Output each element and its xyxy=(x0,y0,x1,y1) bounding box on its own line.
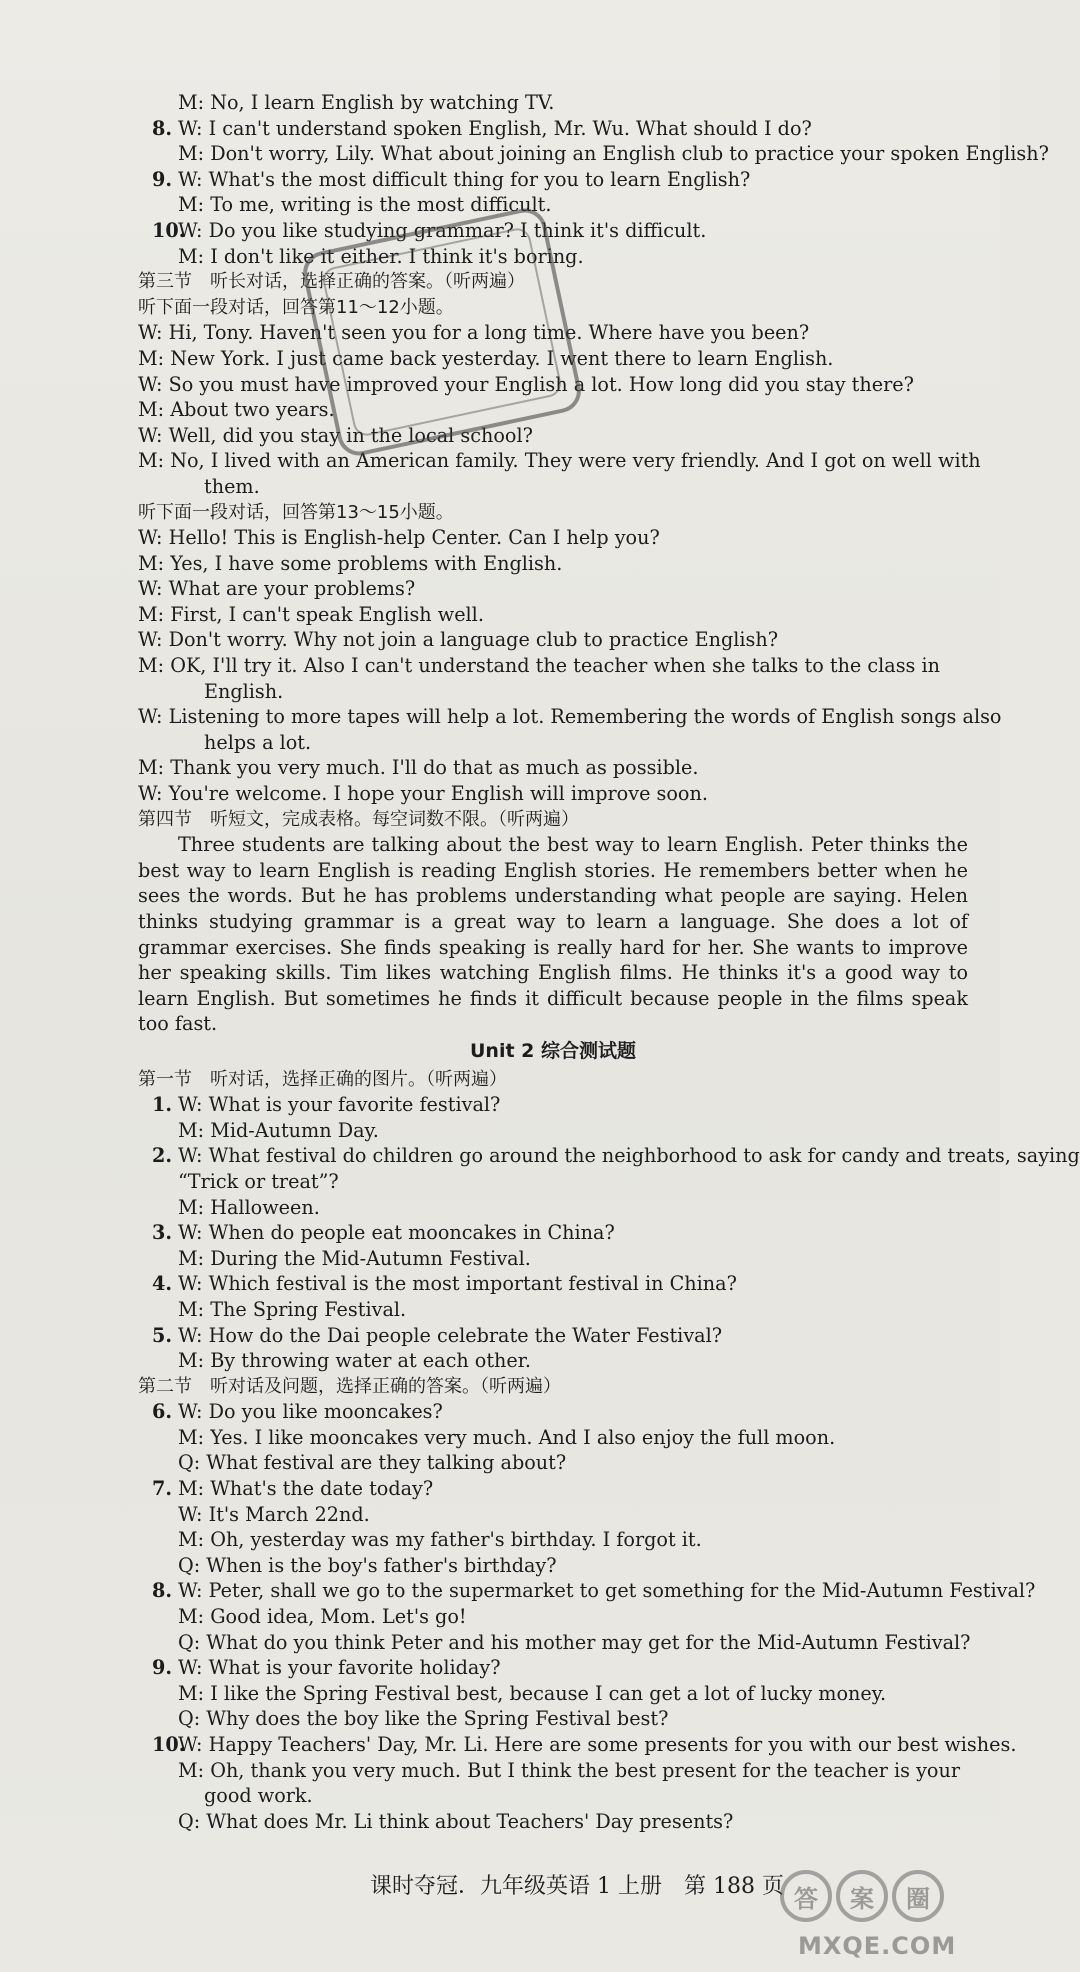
text-line-m22: M: Good idea, Mom. Let's go! xyxy=(178,1605,467,1629)
text-line-m17 xyxy=(138,1476,968,1502)
text-line-m27 xyxy=(138,1732,1017,1758)
text-line-l27: M: Thank you very much. I'll do that as much as possible. xyxy=(138,756,699,780)
text-line-m11 xyxy=(138,1323,968,1349)
text-line-l24: English. xyxy=(204,679,284,703)
text-line-l10: W: Hi, Tony. Haven't seen you for a long time. Where have you been? xyxy=(138,321,810,345)
text-line-l21: M: First, I can't speak English well. xyxy=(138,602,484,626)
page-footer: 课时夺冠．九年级英语 1 上册 第 188 页 xyxy=(370,1874,784,1899)
text-line-l15: M: No, I lived with an American family. They were very friendly. And I got on well with xyxy=(138,449,981,473)
line-text: W: What is your favorite festival? xyxy=(178,1093,501,1117)
text-line-m15: M: Yes. I like mooncakes very much. And I also enjoy the full moon. xyxy=(178,1425,836,1449)
text-line-l25: W: Listening to more tapes will help a lot. Remembering the words of English songs also xyxy=(138,705,1002,729)
text-line-m8: M: During the Mid-Autumn Festival. xyxy=(178,1246,531,1270)
question-number: 1. xyxy=(152,1093,173,1117)
document-content xyxy=(138,90,1080,1834)
line-text: M: What's the date today? xyxy=(178,1477,434,1501)
text-line-l13: M: About two years. xyxy=(138,398,335,422)
text-line-m20: Q: When is the boy's father's birthday? xyxy=(178,1553,557,1577)
question-number: 9. xyxy=(152,1656,173,1680)
question-number: 2. xyxy=(152,1144,173,1168)
question-number: 5. xyxy=(152,1323,173,1347)
line-text: W: I can't understand spoken English, Mr. Wu. What should I do? xyxy=(178,116,812,140)
line-text: W: Peter, shall we go to the supermarket to get something for the Mid-Autumn Festival? xyxy=(178,1579,1036,1603)
line-text: W: What festival do children go around the neighborhood to ask for candy and treats, saying xyxy=(178,1144,1080,1168)
watermark-logo xyxy=(780,1870,990,1965)
question-number: 3. xyxy=(152,1221,173,1245)
line-text: W: What is your favorite holiday? xyxy=(178,1656,501,1680)
question-number: 9. xyxy=(152,167,173,191)
text-line-l16: them. xyxy=(204,474,260,498)
question-number: 4. xyxy=(152,1272,173,1296)
text-line-l6 xyxy=(138,218,968,244)
question-number: 10. xyxy=(152,218,186,242)
line-text: W: Happy Teachers' Day, Mr. Li. Here are some presents for you with our best wishes. xyxy=(178,1733,1017,1756)
text-line-m28: M: Oh, thank you very much. But I think the best present for the teacher is your xyxy=(178,1758,961,1782)
text-line-l17: 听下面一段对话，回答第13～15小题。 xyxy=(138,501,454,523)
text-line-l29: 第四节 听短文，完成表格。每空词数不限。（听两遍） xyxy=(138,808,579,830)
line-text: W: When do people eat mooncakes in China? xyxy=(178,1221,615,1245)
unit-title: Unit 2 综合测试题 xyxy=(470,1039,636,1062)
text-line-l18: W: Hello! This is English-help Center. Can I help you? xyxy=(138,526,660,550)
text-line-l14: W: Well, did you stay in the local school? xyxy=(138,423,533,447)
text-line-l12: W: So you must have improved your English a lot. How long did you stay there? xyxy=(138,372,914,396)
text-line-m13: 第二节 听对话及问题，选择正确的答案。（听两遍） xyxy=(138,1375,561,1397)
line-text: W: How do the Dai people celebrate the Water Festival? xyxy=(178,1323,723,1347)
watermark-char: 答 xyxy=(780,1870,832,1922)
text-line-m19: M: Oh, yesterday was my father's birthday. I forgot it. xyxy=(178,1528,702,1552)
text-line-m3: M: Mid-Autumn Day. xyxy=(178,1118,379,1142)
text-line-l7: M: I don't like it either. I think it's boring. xyxy=(178,244,584,268)
question-number: 7. xyxy=(152,1477,173,1501)
text-line-l3: M: Don't worry, Lily. What about joining an English club to practice your spoken English? xyxy=(178,142,1049,166)
question-number: 8. xyxy=(152,1579,173,1603)
question-number: 10. xyxy=(152,1733,186,1756)
text-line-l8: 第三节 听长对话，选择正确的答案。（听两遍） xyxy=(138,271,525,293)
text-line-l1: M: No, I learn English by watching TV. xyxy=(178,91,555,114)
text-line-l28: W: You're welcome. I hope your English will improve soon. xyxy=(138,782,708,806)
text-line-m16: Q: What festival are they talking about? xyxy=(178,1451,567,1475)
text-line-l4 xyxy=(138,167,968,193)
text-line-l9: 听下面一段对话，回答第11～12小题。 xyxy=(138,296,454,318)
text-line-l11: M: New York. I just came back yesterday. I went there to learn English. xyxy=(138,346,834,370)
text-line-l2 xyxy=(138,116,968,142)
text-line-l19: M: Yes, I have some problems with English. xyxy=(138,551,563,575)
question-number: 8. xyxy=(152,116,173,140)
text-line-m10: M: The Spring Festival. xyxy=(178,1297,407,1321)
line-text: W: Which festival is the most important festival in China? xyxy=(178,1272,737,1296)
text-line-m25: M: I like the Spring Festival best, because I can get a lot of lucky money. xyxy=(178,1681,887,1705)
text-line-m30: Q: What does Mr. Li think about Teachers' Day presents? xyxy=(178,1809,734,1833)
text-line-l5: M: To me, writing is the most difficult. xyxy=(178,193,552,217)
text-line-m23: Q: What do you think Peter and his mother may get for the Mid-Autumn Festival? xyxy=(178,1630,971,1654)
text-line-m6: M: Halloween. xyxy=(178,1195,320,1219)
text-line-m7 xyxy=(138,1220,968,1246)
question-number: 6. xyxy=(152,1400,173,1424)
line-text: W: Do you like studying grammar? I think it's difficult. xyxy=(178,218,707,242)
text-line-m1: 第一节 听对话，选择正确的图片。（听两遍） xyxy=(138,1068,507,1090)
text-line-m2 xyxy=(138,1092,968,1118)
text-line-m29: good work. xyxy=(204,1784,313,1808)
text-line-l20: W: What are your problems? xyxy=(138,577,416,601)
text-line-l22: W: Don't worry. Why not join a language club to practice English? xyxy=(138,628,779,652)
text-line-m26: Q: Why does the boy like the Spring Festival best? xyxy=(178,1707,669,1731)
text-line-m4 xyxy=(138,1143,1080,1169)
text-line-l23: M: OK, I'll try it. Also I can't understand the teacher when she talks to the class in xyxy=(138,654,940,678)
text-line-m21 xyxy=(138,1578,1036,1604)
listening-passage: Three students are talking about the best way to learn English. Peter thinks the best way to learn English is reading English stories. He remembers better when he sees the words. But he has problems understanding what people are saying. Helen thinks studying grammar is a great way to learn a language. She does a lot of grammar exercises. She finds speaking is really hard for her. She wants to improve her speaking skills. Tim likes watching English films. He thinks it's a good way to learn English. But sometimes he finds it difficult because people in the films speak too fast. xyxy=(138,833,968,1036)
watermark-site: MXQE.COM xyxy=(798,1932,957,1960)
watermark-char: 案 xyxy=(836,1870,888,1922)
text-line-l26: helps a lot. xyxy=(204,730,312,754)
text-line-m24 xyxy=(138,1655,968,1681)
line-text: W: What's the most difficult thing for you to learn English? xyxy=(178,167,751,191)
watermark-char: 圈 xyxy=(892,1870,944,1922)
text-line-m12: M: By throwing water at each other. xyxy=(178,1349,531,1373)
text-line-m9 xyxy=(138,1271,968,1297)
text-line-m5: “Trick or treat”? xyxy=(178,1169,339,1193)
text-line-m14 xyxy=(138,1399,968,1425)
text-line-m18: W: It's March 22nd. xyxy=(178,1502,370,1526)
line-text: W: Do you like mooncakes? xyxy=(178,1400,443,1424)
